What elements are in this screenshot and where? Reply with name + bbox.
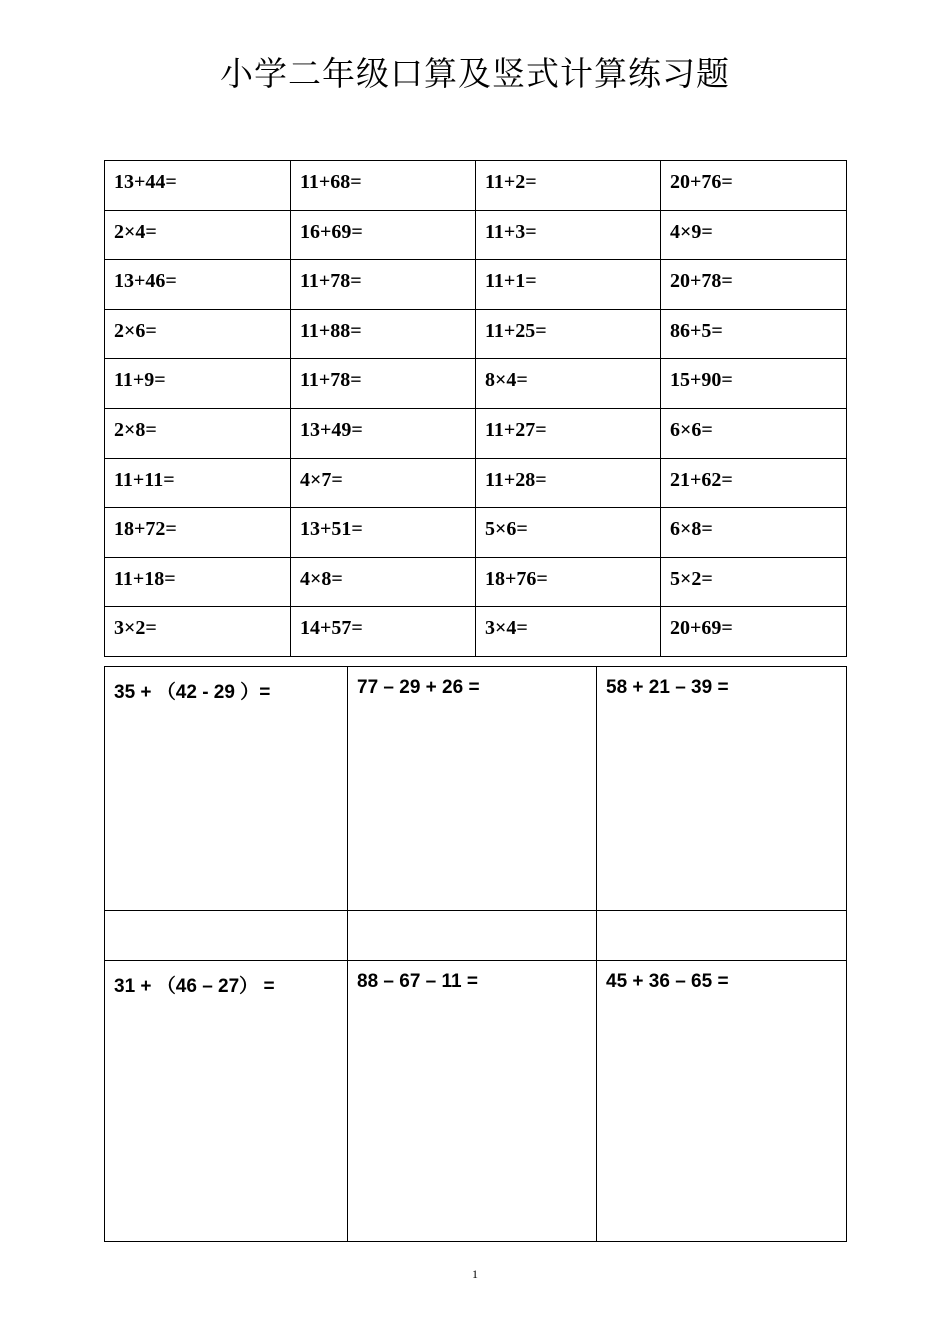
table-row [105,210,847,260]
oral-problem: 18+76= [476,557,661,607]
oral-problem: 11+88= [291,309,476,359]
oral-problem: 13+44= [105,161,291,211]
vertical-problem: 88 – 67 – 11 = [348,961,597,1242]
oral-problem: 3×4= [476,607,661,657]
answer-cell [105,911,348,961]
table-row [105,911,847,961]
vertical-problem: 45 + 36 – 65 = [597,961,847,1242]
oral-problem: 2×4= [105,210,291,260]
oral-problem: 4×9= [661,210,847,260]
page-title: 小学二年级口算及竖式计算练习题 [220,54,730,93]
oral-problem: 20+69= [661,607,847,657]
oral-problem: 15+90= [661,359,847,409]
oral-problem: 16+69= [291,210,476,260]
vertical-problem: 77 – 29 + 26 = [348,667,597,911]
oral-problem: 8×4= [476,359,661,409]
oral-problem: 11+68= [291,161,476,211]
oral-problem: 5×6= [476,508,661,558]
table-row [105,408,847,458]
oral-problem: 13+51= [291,508,476,558]
oral-problem: 21+62= [661,458,847,508]
oral-problem: 11+3= [476,210,661,260]
oral-problem: 3×2= [105,607,291,657]
oral-problem: 11+78= [291,359,476,409]
table-row [105,961,847,1242]
table-row [105,309,847,359]
oral-problem: 11+18= [105,557,291,607]
oral-problem: 2×6= [105,309,291,359]
oral-problem: 11+28= [476,458,661,508]
oral-problem: 6×8= [661,508,847,558]
vertical-problem: 58 + 21 – 39 = [597,667,847,911]
answer-cell [348,911,597,961]
table-row [105,607,847,657]
oral-problem: 11+9= [105,359,291,409]
oral-problem: 11+1= [476,260,661,310]
oral-problem: 5×2= [661,557,847,607]
oral-problem: 18+72= [105,508,291,558]
answer-cell [597,911,847,961]
table-row [105,458,847,508]
oral-problem: 14+57= [291,607,476,657]
table-row [105,667,847,911]
oral-problem: 11+78= [291,260,476,310]
table-row [105,359,847,409]
oral-problem: 11+25= [476,309,661,359]
table-row [105,260,847,310]
oral-problem: 4×7= [291,458,476,508]
oral-problem: 11+27= [476,408,661,458]
oral-problem: 86+5= [661,309,847,359]
vertical-problem: 31 + （46 – 27） = [105,961,348,1242]
table-row [105,161,847,211]
oral-problem: 20+76= [661,161,847,211]
oral-problem: 6×6= [661,408,847,458]
oral-calculation-table [104,160,847,657]
oral-problem: 11+11= [105,458,291,508]
oral-problem: 20+78= [661,260,847,310]
oral-problem: 13+46= [105,260,291,310]
table-row [105,508,847,558]
table-row [105,557,847,607]
vertical-problem: 35 + （42 - 29 ）= [105,667,348,911]
oral-problem: 4×8= [291,557,476,607]
page-number: 1 [472,1267,478,1281]
oral-problem: 11+2= [476,161,661,211]
oral-problem: 2×8= [105,408,291,458]
oral-problem: 13+49= [291,408,476,458]
vertical-calculation-table [104,666,847,1242]
